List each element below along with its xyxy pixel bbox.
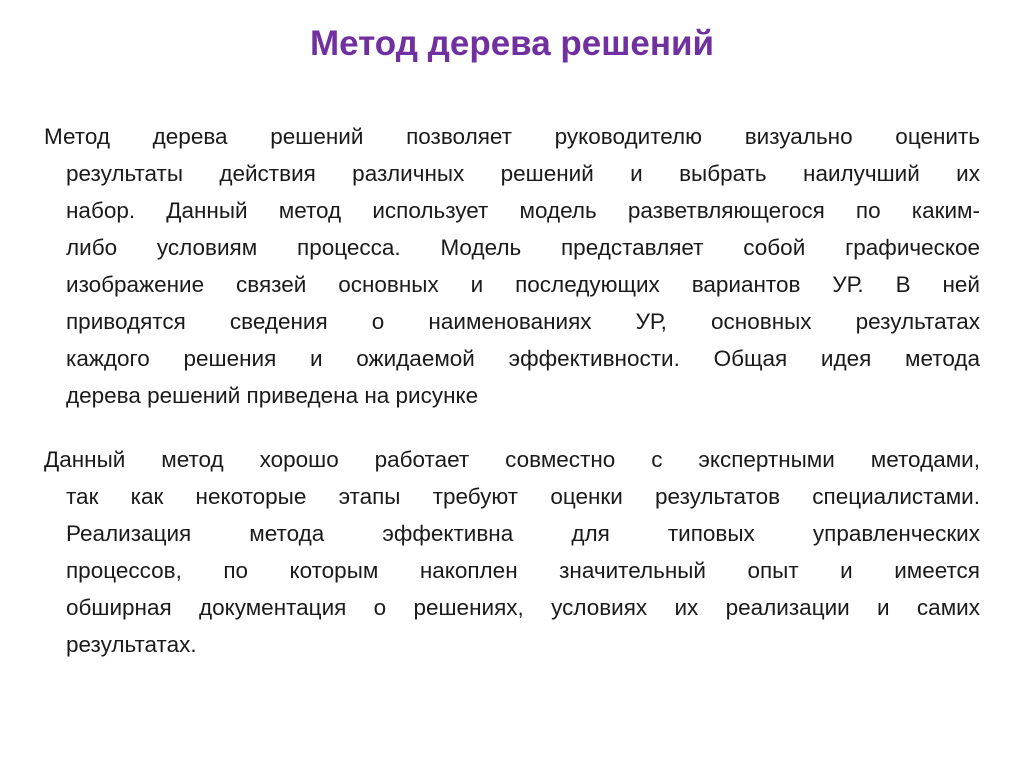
text-line: изображение связей основных и последующих вариантов УР. В ней xyxy=(66,272,980,297)
text-line: так как некоторые этапы требуют оценки результатов специалистами. xyxy=(66,484,980,509)
text-line: либо условиям процесса. Модель представляет собой графическое xyxy=(66,235,980,260)
text-line: каждого решения и ожидаемой эффективности. Общая идея метода xyxy=(66,346,980,371)
paragraph-1 xyxy=(44,118,980,414)
text-line: дерева решений приведена на рисунке xyxy=(66,383,479,408)
text-line: результатах. xyxy=(66,632,197,657)
text-line: Метод дерева решений позволяет руководителю визуально оценить xyxy=(44,124,980,149)
paragraph-2 xyxy=(44,441,980,663)
slide-title: Метод дерева решений xyxy=(309,24,715,63)
text-line: Данный метод хорошо работает совместно с экспертными методами, xyxy=(44,447,980,472)
text-line: результаты действия различных решений и выбрать наилучший их xyxy=(66,161,980,186)
text-line: Реализация метода эффективна для типовых управленческих xyxy=(66,521,980,546)
text-line: процессов, по которым накоплен значительный опыт и имеется xyxy=(66,558,980,583)
text-line: набор. Данный метод использует модель разветвляющегося по каким- xyxy=(66,198,980,223)
text-line: приводятся сведения о наименованиях УР, основных результатах xyxy=(66,309,980,334)
text-line: обширная документация о решениях, условиях их реализации и самих xyxy=(66,595,980,620)
